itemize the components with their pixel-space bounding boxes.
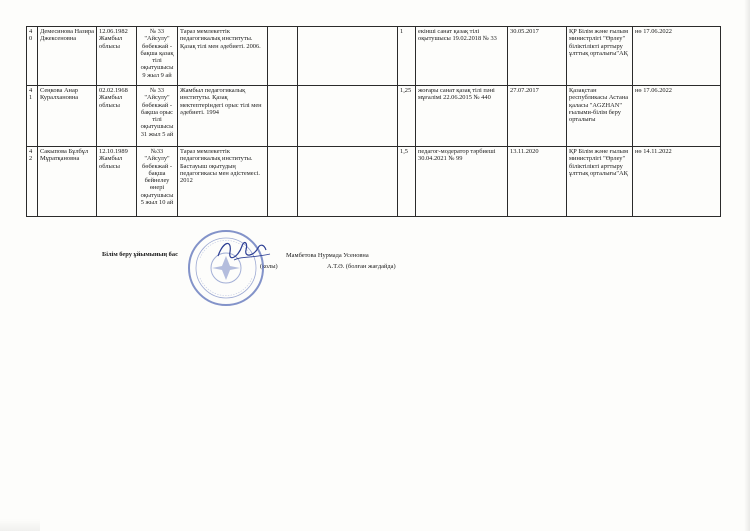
rate-text: 1 <box>400 28 404 35</box>
cell-birth-date-birth-place <box>97 27 137 86</box>
table-row <box>27 147 721 217</box>
category-text: жоғары санат қазақ тілі пәні мұғалімі 22.06.2015 № 440 <box>418 87 495 102</box>
birth-place-text: Жамбыл облысы <box>99 155 123 170</box>
fio-caption: А.Т.Ә. (болған жағдайда) <box>327 263 396 270</box>
cell-school <box>137 147 178 217</box>
table-row <box>27 86 721 147</box>
name-text: Демесинова Назира Джексеновна <box>40 28 94 43</box>
next-text: нө 14.11.2022 <box>635 148 672 155</box>
cell-course-org <box>567 27 633 86</box>
cell-course-date <box>508 147 567 217</box>
rate-text: 1,5 <box>400 148 408 155</box>
name-text: Сеңкова Анар Куралхановна <box>40 87 79 102</box>
birth-place-text: Жамбыл облысы <box>99 94 123 109</box>
cell-course-date <box>508 86 567 147</box>
cell-next <box>633 86 721 147</box>
course-date-text: 27.07.2017 <box>510 87 539 94</box>
official-stamp <box>186 228 266 308</box>
education-text: Тараз мемлекеттік педагогикалық институты. Бастауыш оқытудың педагогикасы мен әдістемесі. 2012 <box>180 148 261 185</box>
education-text: Жамбыл педагогикалық институты. Қазақ мектептеріндегі орыс тілі мен әдебиеті. 1994 <box>180 87 262 116</box>
cell-no <box>27 86 38 147</box>
cell-next <box>633 147 721 217</box>
education-text: Тараз мемлекеттік педагогикалық институты. Қазақ тілі мен әдебиеті. 2006. <box>180 28 261 50</box>
cell-education <box>178 147 268 217</box>
cell-education <box>178 27 268 86</box>
name-text: Сакыпова Бұлбұл Мұратқановна <box>40 148 89 163</box>
cell-category <box>416 86 508 147</box>
scan-corner-shading <box>0 519 40 531</box>
cell-birth-date-birth-place <box>97 86 137 147</box>
school-text: №33 "Айсулу" бөбекжай - бақша бейнелеу өнері оқытушысы 5 жыл 10 ай <box>140 148 174 207</box>
school-text: № 33 "Айсулу" бөбекжай - бақша орыс тілі оқытушысы 31 жыл 5 ай <box>140 87 174 138</box>
course-date-text: 30.05.2017 <box>510 28 539 35</box>
cell-no <box>27 147 38 217</box>
cell-course-org <box>567 86 633 147</box>
course-org-text: ҚР Білім және ғылым министрлігі "Өрлеу" біліктілікті арттыру ұлттық орталығы"АҚ <box>569 148 629 177</box>
no-text: 40 <box>29 28 33 43</box>
no-text: 41 <box>29 87 33 102</box>
cell-name <box>38 27 97 86</box>
category-text: екінші санат қазақ тілі оқытушысы 19.02.2018 № 33 <box>418 28 497 43</box>
cell-col-a <box>268 27 298 86</box>
category-text: педагог-модератор тәрбиеші 30.04.2021 № 99 <box>418 148 496 163</box>
cell-category <box>416 27 508 86</box>
cell-course-org <box>567 147 633 217</box>
handwritten-signature <box>214 236 274 266</box>
next-text: нө 17.06.2022 <box>635 28 672 35</box>
next-text: нө 17.06.2022 <box>635 87 672 94</box>
rate-text: 1,25 <box>400 87 412 94</box>
school-text: № 33 "Айсулу" бөбекжай - бақша қазақ тілі оқытушысы 9 жыл 9 ай <box>140 28 174 79</box>
cell-col-b <box>298 27 398 86</box>
course-org-text: ҚР Білім және ғылым министрлігі "Өрлеу" біліктілікті арттыру ұлттық орталығы"АҚ <box>569 28 629 57</box>
cell-rate <box>398 86 416 147</box>
birth-date-text: 02.02.1968 <box>99 87 128 94</box>
course-org-text: Қазақстан республикасы Астана қаласы "AGZHAN" ғылыми-білім беру орталығы <box>569 87 629 124</box>
cell-school <box>137 27 178 86</box>
cell-name <box>38 86 97 147</box>
cell-col-a <box>268 86 298 147</box>
cell-col-b <box>298 147 398 217</box>
table-row <box>27 27 721 86</box>
cell-col-a <box>268 147 298 217</box>
signatory-name: Мамбетова Нурмада Усеновна <box>286 252 369 259</box>
no-text: 42 <box>29 148 33 163</box>
cell-no <box>27 27 38 86</box>
birth-date-text: 12.10.1989 <box>99 148 128 155</box>
birth-date-text: 12.06.1982 <box>99 28 128 35</box>
cell-next <box>633 27 721 86</box>
cell-category <box>416 147 508 217</box>
cell-birth-date-birth-place <box>97 147 137 217</box>
scan-edge-shadow <box>744 0 750 531</box>
cell-name <box>38 147 97 217</box>
staff-table <box>26 26 721 217</box>
cell-col-b <box>298 86 398 147</box>
sign-caption: (колы) <box>260 263 278 270</box>
cell-rate <box>398 27 416 86</box>
course-date-text: 13.11.2020 <box>510 148 539 155</box>
cell-school <box>137 86 178 147</box>
birth-place-text: Жамбыл облысы <box>99 35 123 50</box>
cell-course-date <box>508 27 567 86</box>
cell-rate <box>398 147 416 217</box>
signatory-title: Білім беру ұйымының бас <box>102 251 178 258</box>
cell-education <box>178 86 268 147</box>
